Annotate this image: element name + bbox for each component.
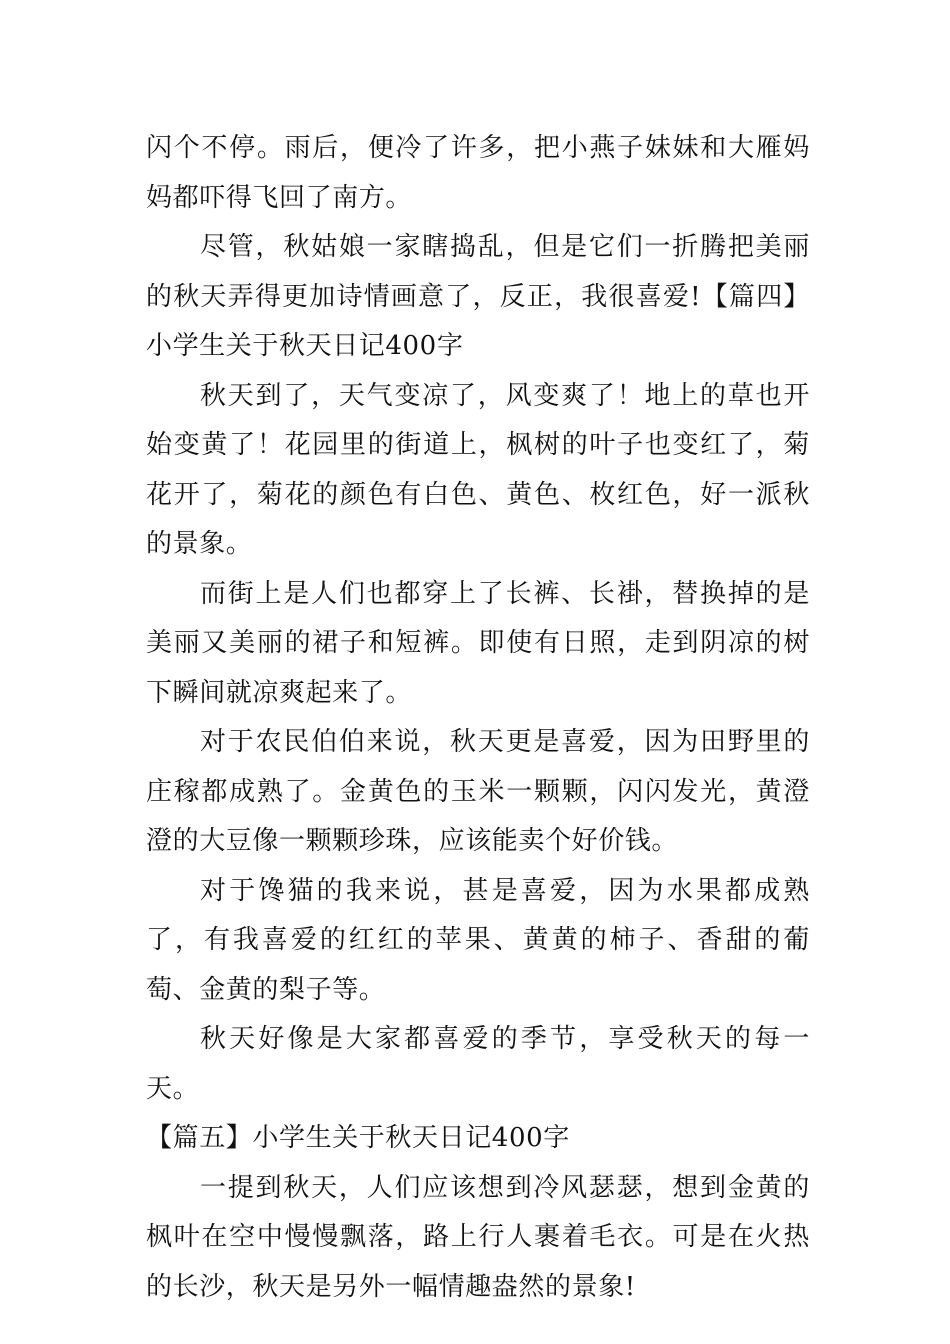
paragraph: 秋天到了，天气变凉了，风变爽了！地上的草也开始变黄了！花园里的街道上，枫树的叶子也变红了，菊花开了，菊花的颜色有白色、黄色、枚红色，好一派秋的景象。 [146,380,810,559]
paragraph: 闪个不停。雨后，便冷了许多，把小燕子妹妹和大雁妈妈都吓得飞回了南方。 [146,133,810,213]
paragraph: 一提到秋天，人们应该想到冷风瑟瑟，想到金黄的枫叶在空中慢慢飘落，路上行人裹着毛衣。可是在火热的长沙，秋天是另外一幅情趣盎然的景象! [146,1172,810,1302]
paragraph: 秋天好像是大家都喜爱的季节，享受秋天的每一天。 [146,1024,810,1104]
paragraph: 对于馋猫的我来说，甚是喜爱，因为水果都成熟了，有我喜爱的红红的苹果、黄黄的柿子、香甜的葡萄、金黄的梨子等。 [146,875,810,1005]
document-body [146,124,810,1312]
paragraph: 尽管，秋姑娘一家瞎捣乱，但是它们一折腾把美丽的秋天弄得更加诗情画意了，反正，我很喜爱!【篇四】小学生关于秋天日记400字 [146,232,810,361]
section-heading: 【篇五】小学生关于秋天日记400字 [146,1123,570,1153]
paragraph: 而街上是人们也都穿上了长裤、长褂，替换掉的是美丽又美丽的裙子和短裤。即使有日照，走到阴凉的树下瞬间就凉爽起来了。 [146,578,810,708]
paragraph: 对于农民伯伯来说，秋天更是喜爱，因为田野里的庄稼都成熟了。金黄色的玉米一颗颗，闪闪发光，黄澄澄的大豆像一颗颗珍珠，应该能卖个好价钱。 [146,727,810,856]
